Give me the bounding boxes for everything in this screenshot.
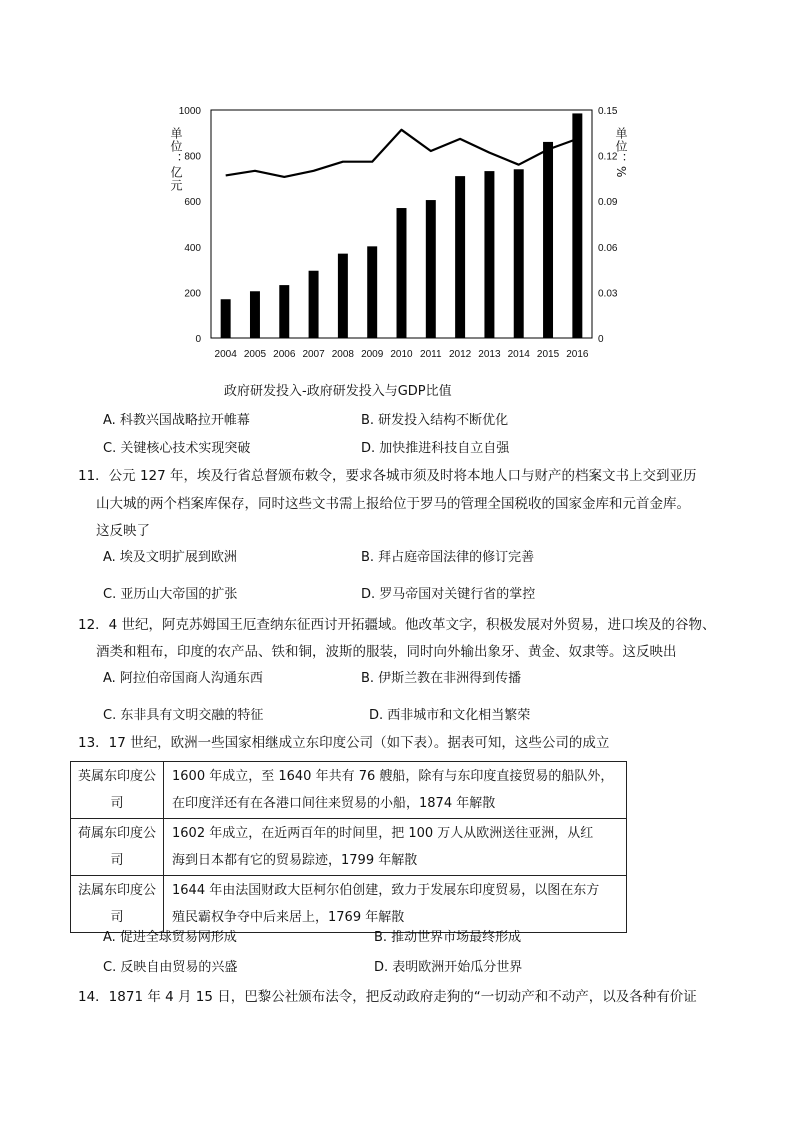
- company-desc-cell: [164, 819, 627, 876]
- rd-investment-chart: [160, 100, 640, 365]
- company-desc-line: 殖民霸权争夺中后来居上，1769 年解散: [172, 910, 405, 925]
- bar-series: [221, 113, 583, 338]
- q12-option-b[interactable]: B. 伊斯兰教在非洲得到传播: [361, 671, 522, 686]
- chart-caption: 政府研发投入-政府研发投入与GDP比值: [224, 384, 452, 399]
- q12-option-c[interactable]: C. 东非具有文明交融的特征: [103, 708, 264, 723]
- left-tick-label: 0: [195, 334, 201, 345]
- company-name-cell: 法属东印度公司: [71, 876, 164, 933]
- gdp-ratio-line: [226, 130, 578, 177]
- table-row: [71, 762, 627, 819]
- x-tick-label: 2007: [302, 349, 325, 360]
- bar: [309, 271, 319, 338]
- x-tick-label: 2009: [361, 349, 384, 360]
- right-axis-unit: 单位：%: [614, 127, 628, 179]
- q12-option-d[interactable]: D. 西非城市和文化相当繁荣: [369, 708, 531, 723]
- right-tick-label: 0.03: [598, 288, 618, 300]
- bar: [250, 291, 260, 338]
- bar: [426, 200, 436, 338]
- company-name-cell: 荷属东印度公司: [71, 819, 164, 876]
- left-tick-label: 400: [184, 242, 201, 254]
- q11-stem-line-2: 山大城的两个档案库保存，同时这些文书需上报给位于罗马的管理全国税收的国家金库和元首金库。: [96, 496, 690, 512]
- q13-option-b[interactable]: B. 推动世界市场最终形成: [374, 930, 522, 945]
- q10-option-a[interactable]: A. 科教兴国战略拉开帷幕: [103, 413, 250, 428]
- company-desc-line: 1600 年成立，至 1640 年共有 76 艘船，除有与东印度直接贸易的船队外，: [172, 769, 614, 784]
- left-tick-label: 800: [184, 151, 201, 163]
- q13-option-c[interactable]: C. 反映自由贸易的兴盛: [103, 960, 238, 975]
- company-desc-line: 在印度洋还有在各港口间往来贸易的小船，1874 年解散: [172, 796, 496, 811]
- table-row: [71, 819, 627, 876]
- bar: [338, 254, 348, 338]
- x-tick-label: 2011: [420, 349, 442, 360]
- company-desc-cell: [164, 762, 627, 819]
- q13-stem-line-1: 13．17 世纪，欧洲一些国家相继成立东印度公司（如下表）。据表可知，这些公司的成立: [78, 735, 610, 751]
- company-desc-line: 1644 年由法国财政大臣柯尔伯创建，致力于发展东印度贸易，以图在东方: [172, 883, 600, 898]
- line-series: [226, 130, 578, 177]
- table-row: [71, 876, 627, 933]
- x-tick-label: 2004: [214, 349, 237, 360]
- q14-stem-line-1: 14．1871 年 4 月 15 日，巴黎公社颁布法令，把反动政府走狗的“一切动产和不动产，以及各种有价证: [78, 989, 697, 1005]
- bar: [367, 246, 377, 338]
- q11-option-d[interactable]: D. 罗马帝国对关键行省的掌控: [361, 587, 536, 602]
- left-axis-unit: 单位：亿元: [169, 127, 183, 192]
- bar: [514, 169, 524, 338]
- q11-option-c[interactable]: C. 亚历山大帝国的扩张: [103, 587, 238, 602]
- left-tick-label: 200: [184, 288, 201, 300]
- q11-option-a[interactable]: A. 埃及文明扩展到欧洲: [103, 550, 237, 565]
- x-tick-label: 2008: [331, 349, 355, 360]
- bar: [279, 285, 289, 338]
- q13-option-d[interactable]: D. 表明欧洲开始瓜分世界: [374, 960, 523, 975]
- q12-stem-line-2: 酒类和粗布，印度的农产品、铁和铜，波斯的服装，同时向外输出象牙、黄金、奴隶等。这反映出: [96, 644, 677, 660]
- q12-stem-line-1: 12．4 世纪，阿克苏姆国王厄查纳东征西讨开拓疆域。他改革文字，积极发展对外贸易，进口埃及的谷物、: [78, 617, 716, 633]
- right-tick-label: 0: [598, 334, 604, 345]
- q11-option-b[interactable]: B. 拜占庭帝国法律的修订完善: [361, 550, 535, 565]
- x-tick-label: 2006: [273, 349, 296, 360]
- q10-option-c[interactable]: C. 关键核心技术实现突破: [103, 441, 251, 456]
- bar: [221, 299, 231, 338]
- q10-option-b[interactable]: B. 研发投入结构不断优化: [361, 413, 509, 428]
- left-tick-label: 600: [184, 197, 201, 209]
- right-tick-label: 0.06: [598, 242, 618, 254]
- bar: [397, 208, 407, 338]
- q13-option-a[interactable]: A. 促进全球贸易网形成: [103, 930, 237, 945]
- q11-stem-line-3: 这反映了: [96, 523, 150, 539]
- company-desc-line: 海到日本都有它的贸易踪迹，1799 年解散: [172, 853, 418, 868]
- bar: [572, 113, 582, 338]
- right-tick-label: 0.15: [598, 106, 618, 117]
- q10-option-d[interactable]: D. 加快推进科技自立自强: [361, 441, 510, 456]
- x-tick-label: 2015: [536, 349, 560, 360]
- x-axis-ticks: [215, 349, 589, 360]
- x-tick-label: 2010: [390, 349, 413, 360]
- x-tick-label: 2014: [507, 349, 530, 360]
- x-tick-label: 2013: [478, 349, 501, 360]
- bar: [543, 142, 553, 338]
- bar: [455, 176, 465, 338]
- q11-stem-line-1: 11．公元 127 年，埃及行省总督颁布敕令，要求各城市须及时将本地人口与财产的档案文书上交到亚历: [78, 468, 697, 484]
- right-tick-label: 0.09: [598, 197, 618, 209]
- company-name-cell: 英属东印度公司: [71, 762, 164, 819]
- company-desc-cell: [164, 876, 627, 933]
- right-tick-label: 0.12: [598, 151, 618, 163]
- x-tick-label: 2005: [243, 349, 267, 360]
- bar: [484, 171, 494, 338]
- x-tick-label: 2012: [448, 349, 472, 360]
- company-desc-line: 1602 年成立，在近两百年的时间里，把 100 万人从欧洲送往亚洲，从红: [172, 826, 594, 841]
- x-tick-label: 2016: [566, 349, 589, 360]
- east-india-company-table: [70, 761, 627, 933]
- left-tick-label: 1000: [178, 106, 201, 117]
- q12-option-a[interactable]: A. 阿拉伯帝国商人沟通东西: [103, 671, 263, 686]
